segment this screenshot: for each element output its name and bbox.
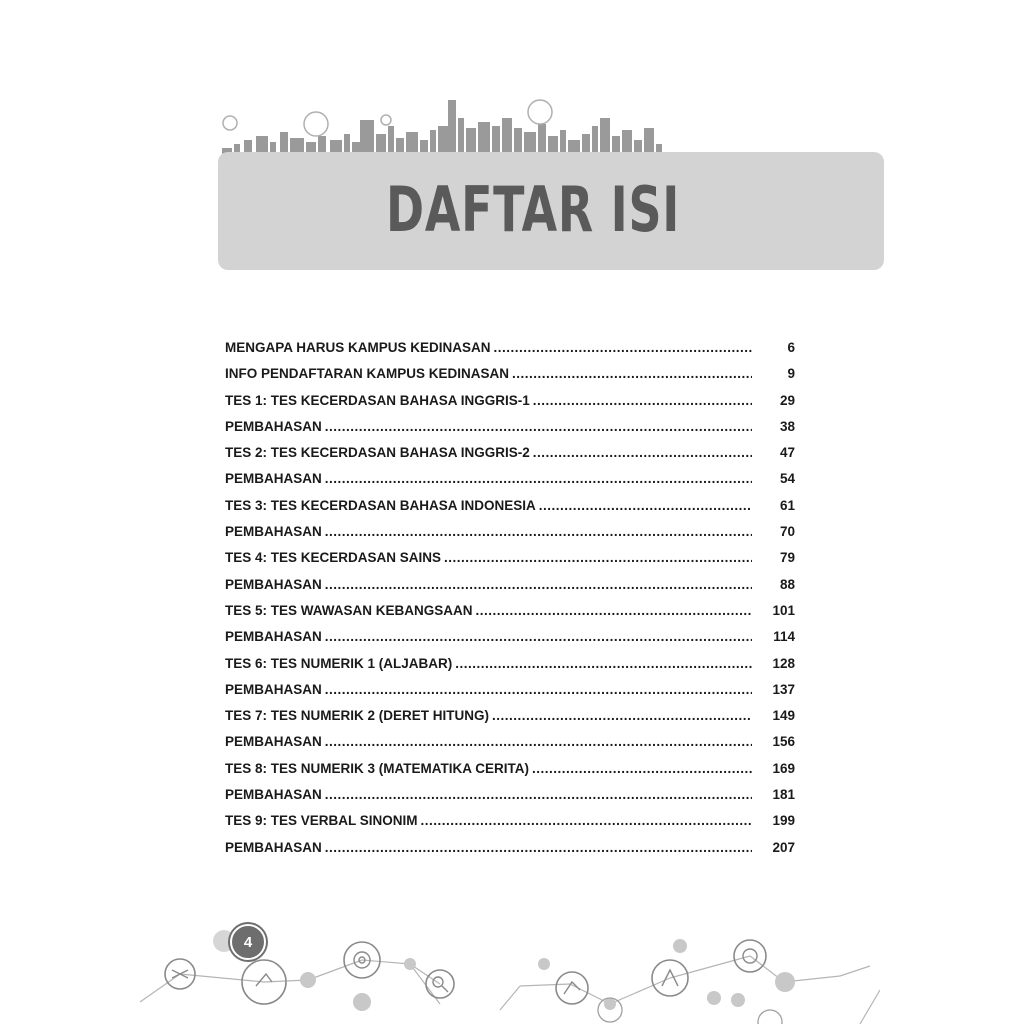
toc-entry[interactable] — [225, 682, 795, 708]
toc-leader-dots — [539, 498, 752, 513]
toc-entry-title: PEMBAHASAN — [225, 734, 322, 750]
toc-entry[interactable] — [225, 708, 795, 734]
toc-leader-dots — [533, 393, 752, 408]
toc-entry[interactable] — [225, 656, 795, 682]
toc-entry-title: PEMBAHASAN — [225, 787, 322, 803]
title-band — [218, 152, 884, 270]
toc-entry-title: TES 6: TES NUMERIK 1 (ALJABAR) — [225, 655, 453, 671]
toc-leader-dots — [492, 708, 752, 723]
toc-leader-dots — [444, 550, 752, 565]
toc-entry-title: TES 3: TES KECERDASAN BAHASA INDONESIA — [225, 497, 536, 513]
toc-entry[interactable] — [225, 761, 795, 787]
toc-entry[interactable] — [225, 787, 795, 813]
toc-entry-page: 79 — [779, 550, 795, 566]
toc-leader-dots — [325, 734, 752, 749]
toc-entry[interactable] — [225, 577, 795, 603]
toc-entry-title: PEMBAHASAN — [225, 629, 322, 645]
toc-entry[interactable] — [225, 550, 795, 576]
toc-entry-page: 156 — [772, 734, 795, 750]
toc-entry-title: MENGAPA HARUS KAMPUS KEDINASAN — [225, 340, 491, 355]
toc-leader-dots — [512, 366, 752, 381]
toc-entry-page: 9 — [787, 366, 795, 382]
toc-entry-page: 149 — [772, 708, 795, 724]
toc-entry[interactable] — [225, 393, 795, 419]
toc-entry-title: TES 7: TES NUMERIK 2 (DERET HITUNG) — [225, 708, 490, 724]
toc-entry-title: PEMBAHASAN — [225, 839, 322, 855]
toc-entry-title: TES 5: TES WAWASAN KEBANGSAAN — [225, 602, 473, 618]
toc-entry-page: 70 — [779, 524, 795, 540]
toc-leader-dots — [325, 471, 752, 486]
toc-entry[interactable] — [225, 629, 795, 655]
toc-entry-page: 101 — [772, 602, 795, 618]
toc-entry[interactable] — [225, 603, 795, 629]
toc-entry-page: 181 — [772, 787, 795, 803]
toc-entry-page: 6 — [787, 340, 795, 355]
toc-entry-page: 29 — [779, 392, 795, 408]
page-title: DAFTAR ISI — [386, 173, 681, 246]
toc-leader-dots — [494, 340, 752, 355]
table-of-contents — [225, 340, 795, 866]
toc-entry[interactable] — [225, 734, 795, 760]
toc-entry[interactable] — [225, 524, 795, 550]
toc-leader-dots — [325, 577, 752, 592]
toc-entry-page: 54 — [779, 471, 795, 487]
toc-leader-dots — [325, 682, 752, 697]
toc-entry-page: 207 — [772, 839, 795, 855]
toc-leader-dots — [325, 419, 752, 434]
toc-entry-page: 61 — [779, 497, 795, 513]
chart-icon — [556, 972, 588, 1004]
toc-entry-title: PEMBAHASAN — [225, 524, 322, 540]
toc-entry-title: TES 1: TES KECERDASAN BAHASA INGGRIS-1 — [225, 392, 530, 408]
toc-entry[interactable] — [225, 498, 795, 524]
toc-entry-page: 114 — [773, 629, 795, 645]
toc-leader-dots — [325, 787, 752, 802]
toc-entry-page: 128 — [772, 655, 795, 671]
toc-entry[interactable] — [225, 445, 795, 471]
toc-leader-dots — [325, 524, 752, 539]
toc-entry-page: 38 — [779, 418, 795, 434]
toc-entry[interactable] — [225, 840, 795, 866]
toc-entry-page: 47 — [779, 445, 795, 461]
toc-entry[interactable] — [225, 340, 795, 366]
toc-leader-dots — [532, 761, 752, 776]
toc-entry[interactable] — [225, 471, 795, 497]
toc-entry-page: 199 — [772, 813, 795, 829]
toc-leader-dots — [533, 445, 752, 460]
toc-entry-page: 137 — [772, 681, 795, 697]
toc-entry-title: TES 4: TES KECERDASAN SAINS — [225, 550, 442, 566]
toc-entry-title: INFO PENDAFTARAN KAMPUS KEDINASAN — [225, 366, 510, 382]
page-number: 4 — [230, 924, 266, 960]
toc-entry[interactable] — [225, 366, 795, 392]
toc-entry-title: PEMBAHASAN — [225, 418, 322, 434]
toc-entry[interactable] — [225, 813, 795, 839]
toc-leader-dots — [421, 813, 752, 828]
toc-leader-dots — [476, 603, 752, 618]
city-skyline-illustration — [218, 96, 668, 156]
toc-entry-title: TES 8: TES NUMERIK 3 (MATEMATIKA CERITA) — [225, 760, 529, 776]
toc-entry-page: 88 — [779, 576, 795, 592]
toc-entry-title: PEMBAHASAN — [225, 471, 322, 487]
toc-entry-title: TES 2: TES KECERDASAN BAHASA INGGRIS-2 — [225, 445, 530, 461]
toc-entry-page: 169 — [772, 760, 795, 776]
toc-leader-dots — [325, 840, 752, 855]
toc-entry-title: PEMBAHASAN — [225, 681, 322, 697]
toc-entry-title: PEMBAHASAN — [225, 576, 322, 592]
toc-leader-dots — [325, 629, 752, 644]
toc-entry[interactable] — [225, 419, 795, 445]
toc-leader-dots — [455, 656, 752, 671]
toc-entry-title: TES 9: TES VERBAL SINONIM — [225, 813, 418, 829]
